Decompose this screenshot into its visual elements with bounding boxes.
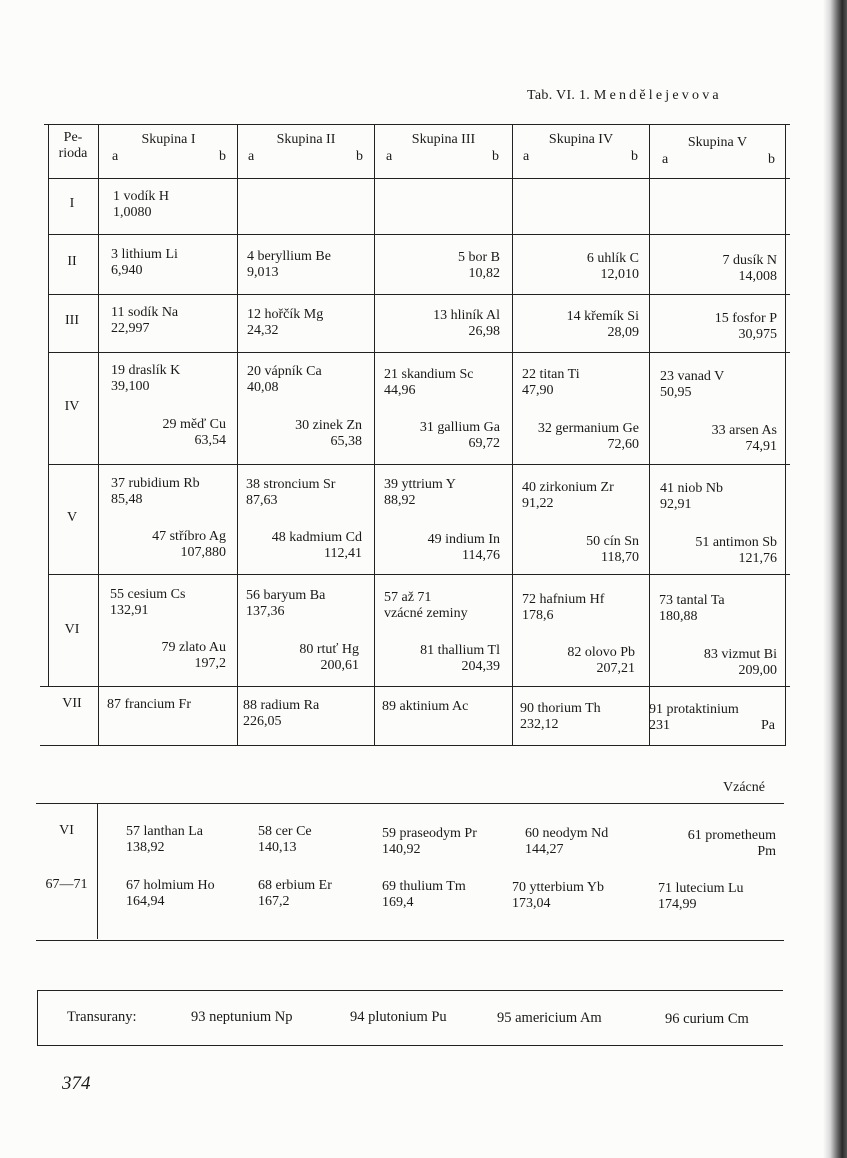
element-name: 90 thorium Th — [520, 701, 601, 716]
element-cell-a — [246, 588, 325, 620]
element-weight: 121,76 — [738, 551, 777, 566]
element-weight: 88,92 — [384, 493, 416, 508]
element-weight: 169,4 — [382, 895, 414, 910]
header-sub-b: b — [356, 149, 363, 164]
header-group-1: Skupina I — [141, 132, 196, 147]
element-weight: 138,92 — [126, 840, 165, 855]
element-cell-b — [384, 420, 500, 452]
element-weight: 231 — [649, 718, 670, 733]
rare-element — [258, 878, 332, 910]
element-name: 1 vodík H — [113, 189, 169, 204]
rare-earths-table — [36, 803, 784, 941]
element-name: 55 cesium Cs — [110, 587, 186, 602]
rare-element — [654, 828, 776, 860]
table-title-prefix: Tab. VI. 1. — [527, 88, 591, 103]
element-name: 14 křemík Si — [566, 309, 639, 324]
header-group-4: Skupina IV — [548, 132, 614, 147]
element-weight: 87,63 — [246, 493, 278, 508]
element-name: 87 francium Fr — [107, 697, 191, 712]
rare-element — [258, 824, 312, 856]
element-name: 73 tantal Ta — [659, 593, 725, 608]
element-weight: 74,91 — [745, 439, 777, 454]
rare-element — [658, 881, 744, 913]
element-cell-a — [660, 481, 723, 513]
element-cell-b — [384, 532, 500, 564]
element-weight: vzácné zeminy — [384, 606, 468, 621]
element-cell-a — [111, 476, 200, 508]
element-name: 32 germanium Ge — [537, 421, 639, 436]
element-weight: 40,08 — [247, 380, 279, 395]
element-name: 57 lanthan La — [126, 824, 203, 839]
transuranium-element: 94 plutonium Pu — [350, 1009, 447, 1025]
element-name: 69 thulium Tm — [382, 879, 466, 894]
element-weight: 50,95 — [660, 385, 692, 400]
element-name: 71 lutecium Lu — [658, 881, 744, 896]
element-weight: 72,60 — [607, 437, 639, 452]
element-cell — [655, 311, 777, 343]
element-name: 13 hliník Al — [433, 308, 500, 323]
element-cell-a — [522, 592, 604, 624]
transuranium-element: 95 americium Am — [497, 1010, 602, 1026]
element-weight: 65,38 — [330, 434, 362, 449]
element-weight: 12,010 — [600, 267, 639, 282]
header-sub-a: a — [386, 149, 393, 164]
element-weight: 91,22 — [522, 496, 554, 511]
transuranium-element: 96 curium Cm — [665, 1011, 749, 1027]
element-weight: 137,36 — [246, 604, 285, 619]
element-cell-b — [655, 647, 777, 679]
rule — [237, 124, 238, 746]
element-name: 12 hořčík Mg — [247, 307, 324, 322]
element-cell-a — [660, 369, 724, 401]
element-weight: 85,48 — [111, 492, 143, 507]
element-name: 33 arsen As — [711, 423, 777, 438]
period-label: VII — [62, 696, 82, 711]
element-name: 37 rubidium Rb — [111, 476, 200, 491]
element-cell-b — [110, 417, 226, 449]
element-name: 41 niob Nb — [660, 481, 723, 496]
element-cell-a — [247, 364, 322, 396]
element-name: 6 uhlík C — [586, 251, 639, 266]
element-name: 72 hafnium Hf — [522, 592, 605, 607]
element-name: 82 olovo Pb — [567, 645, 635, 660]
book-spine-shadow — [823, 0, 847, 1158]
rule — [48, 574, 790, 575]
rare-element — [512, 880, 604, 912]
element-cell — [111, 247, 178, 279]
element-name: 57 až 71 — [384, 590, 432, 605]
element-name: 83 vizmut Bi — [703, 647, 777, 662]
element-name: 60 neodym Nd — [525, 826, 609, 841]
element-cell — [382, 699, 468, 715]
element-cell-b — [247, 418, 362, 450]
element-symbol: Pm — [757, 844, 776, 859]
element-name: 31 gallium Ga — [419, 420, 500, 435]
element-cell-a — [246, 477, 335, 509]
element-name-row — [520, 701, 638, 717]
element-name: 50 cín Sn — [586, 534, 639, 549]
element-weight: 197,2 — [194, 656, 226, 671]
header-perioda-line2: rioda — [58, 146, 88, 161]
element-name: 40 zirkonium Zr — [522, 480, 614, 495]
period-label: I — [69, 196, 75, 211]
element-weight: 107,880 — [180, 545, 226, 560]
element-weight: 140,13 — [258, 840, 297, 855]
element-cell-b — [518, 534, 639, 566]
element-weight: 92,91 — [660, 497, 692, 512]
element-cell-b — [384, 643, 500, 675]
element-cell — [247, 307, 323, 339]
element-name: 70 ytterbium Yb — [512, 880, 605, 895]
element-name: 11 sodík Na — [111, 305, 179, 320]
table-title-name: Mendělejevova — [593, 88, 722, 103]
transuranium-label: Transurany: — [67, 1009, 137, 1025]
rare-element — [382, 826, 477, 858]
element-name: 47 stříbro Ag — [152, 529, 226, 544]
element-weight: 164,94 — [126, 894, 165, 909]
rule — [649, 124, 650, 746]
element-weight: 207,21 — [596, 661, 635, 676]
period-label: VI — [64, 622, 80, 637]
rule — [48, 178, 790, 179]
element-cell-a — [110, 587, 185, 619]
element-weight: 6,940 — [111, 263, 143, 278]
element-name: 79 zlato Au — [161, 640, 226, 655]
element-cell-a — [384, 590, 468, 622]
element-name: 61 prometheum — [687, 828, 776, 843]
rule — [36, 803, 784, 804]
element-weight: 174,99 — [658, 897, 697, 912]
element-cell-b — [518, 645, 635, 677]
rule — [48, 234, 790, 235]
element-cell-b — [244, 530, 362, 562]
element-cell — [518, 251, 639, 283]
rule — [37, 990, 783, 991]
rule — [40, 745, 786, 746]
element-weight: 132,91 — [110, 603, 149, 618]
table-title — [527, 88, 722, 104]
element-weight: 63,54 — [194, 433, 226, 448]
element-weight: 173,04 — [512, 896, 551, 911]
element-name: 15 fosfor P — [714, 311, 777, 326]
element-name: 21 skandium Sc — [384, 367, 474, 382]
element-name: 22 titan Ti — [522, 367, 580, 382]
element-weight: 28,09 — [607, 325, 639, 340]
element-cell-b — [110, 529, 226, 561]
periodic-table — [40, 124, 790, 746]
rule — [37, 990, 38, 1046]
element-weight-row — [649, 718, 775, 734]
header-sub-a: a — [662, 152, 669, 167]
element-weight: 30,975 — [738, 327, 777, 342]
element-cell — [107, 697, 191, 713]
element-cell — [111, 305, 178, 337]
element-weight: 39,100 — [111, 379, 150, 394]
element-weight: 209,00 — [738, 663, 777, 678]
element-weight: 69,72 — [468, 436, 500, 451]
element-name: 67 holmium Ho — [126, 878, 215, 893]
rule — [48, 352, 790, 353]
rare-element — [382, 879, 466, 911]
element-name: 3 lithium Li — [111, 247, 178, 262]
element-weight: 9,013 — [247, 265, 279, 280]
element-name: 81 thallium Tl — [420, 643, 500, 658]
rule — [40, 686, 790, 687]
element-cell-b — [655, 423, 777, 455]
header-sub-a: a — [112, 149, 119, 164]
element-name: 56 baryum Ba — [246, 588, 326, 603]
element-cell-b — [512, 421, 639, 453]
element-weight: 180,88 — [659, 609, 698, 624]
element-weight: 44,96 — [384, 383, 416, 398]
header-sub-b: b — [768, 152, 775, 167]
element-cell-b — [655, 535, 777, 567]
period-label: III — [65, 313, 79, 328]
element-symbol: Pa — [761, 718, 775, 733]
header-group-2: Skupina II — [276, 132, 336, 147]
element-cell — [649, 702, 775, 734]
element-name: 80 rtuť Hg — [299, 642, 359, 657]
element-weight: 140,92 — [382, 842, 421, 857]
rule — [48, 464, 790, 465]
rare-element — [126, 824, 203, 856]
rule — [48, 294, 790, 295]
header-sub-b: b — [631, 149, 638, 164]
period-label: IV — [64, 399, 80, 414]
transuranium-row — [37, 990, 783, 1046]
element-name: 49 indium In — [427, 532, 500, 547]
rare-element — [126, 878, 215, 910]
period-label: II — [67, 254, 77, 269]
element-name: 38 stroncium Sr — [246, 477, 336, 492]
period-label: V — [66, 510, 78, 525]
element-cell — [655, 253, 777, 285]
element-weight: 118,70 — [601, 550, 639, 565]
element-weight: 10,82 — [468, 266, 500, 281]
element-name: 5 bor B — [458, 250, 500, 265]
element-weight: 112,41 — [324, 546, 362, 561]
element-weight: 226,05 — [243, 714, 282, 729]
rule — [37, 1045, 783, 1046]
element-weight: 167,2 — [258, 894, 290, 909]
element-weight: 47,90 — [522, 383, 554, 398]
element-name: 23 vanad V — [660, 369, 725, 384]
element-cell-a — [111, 363, 180, 395]
element-cell-a — [522, 480, 614, 512]
page-number: 374 — [62, 1073, 91, 1094]
element-weight: 24,32 — [247, 323, 279, 338]
element-cell-b — [110, 640, 226, 672]
element-name: 7 dusík N — [722, 253, 777, 268]
element-cell-a — [384, 367, 473, 399]
element-name: 89 aktinium Ac — [382, 699, 469, 714]
element-cell — [380, 250, 500, 282]
element-cell — [520, 701, 638, 733]
element-name: 39 yttrium Y — [384, 477, 456, 492]
header-perioda-line1: Pe- — [63, 130, 83, 145]
rare-row-label: 67—71 — [45, 877, 88, 892]
header-sub-a: a — [248, 149, 255, 164]
element-name: 58 cer Ce — [258, 824, 312, 839]
transuranium-element: 93 neptunium Np — [191, 1009, 293, 1025]
element-cell-b — [244, 642, 359, 674]
rare-element — [525, 826, 608, 858]
element-weight: 144,27 — [525, 842, 564, 857]
element-cell — [518, 309, 639, 341]
header-group-5: Skupina V — [687, 135, 748, 150]
rule — [374, 124, 375, 746]
element-weight: 26,98 — [468, 324, 500, 339]
header-sub-b: b — [492, 149, 499, 164]
rule — [785, 124, 786, 746]
rule — [97, 803, 98, 939]
element-name: 19 draslík K — [111, 363, 181, 378]
rule — [36, 940, 784, 941]
element-name: 51 antimon Sb — [695, 535, 777, 550]
rare-row-label: VI — [59, 823, 74, 838]
element-weight: 204,39 — [461, 659, 500, 674]
element-name: 29 měď Cu — [162, 417, 226, 432]
element-cell-a — [384, 477, 456, 509]
element-cell-a — [659, 593, 725, 625]
element-name: 4 beryllium Be — [247, 249, 331, 264]
element-weight: 22,997 — [111, 321, 150, 336]
element-cell — [380, 308, 500, 340]
element-cell — [243, 698, 319, 730]
header-sub-a: a — [523, 149, 530, 164]
element-cell-a — [522, 367, 580, 399]
rule — [44, 124, 790, 125]
element-weight: 178,6 — [522, 608, 554, 623]
header-group-3: Skupina III — [411, 132, 476, 147]
element-name: 91 protaktinium — [649, 702, 739, 717]
rare-earths-heading: Vzácné — [723, 780, 765, 795]
element-name: 68 erbium Er — [258, 878, 332, 893]
header-sub-b: b — [219, 149, 226, 164]
rule — [98, 124, 99, 746]
element-cell — [113, 189, 169, 221]
element-cell — [247, 249, 331, 281]
element-weight: 232,12 — [520, 717, 559, 732]
element-weight: 14,008 — [738, 269, 777, 284]
element-name: 88 radium Ra — [243, 698, 320, 713]
element-name: 30 zinek Zn — [295, 418, 362, 433]
element-name: 48 kadmium Cd — [271, 530, 362, 545]
element-weight: 200,61 — [320, 658, 359, 673]
element-weight: 1,0080 — [113, 205, 152, 220]
element-name: 20 vápník Ca — [247, 364, 322, 379]
element-name: 59 praseodym Pr — [382, 826, 477, 841]
header-perioda — [48, 130, 98, 162]
element-weight: 114,76 — [462, 548, 500, 563]
